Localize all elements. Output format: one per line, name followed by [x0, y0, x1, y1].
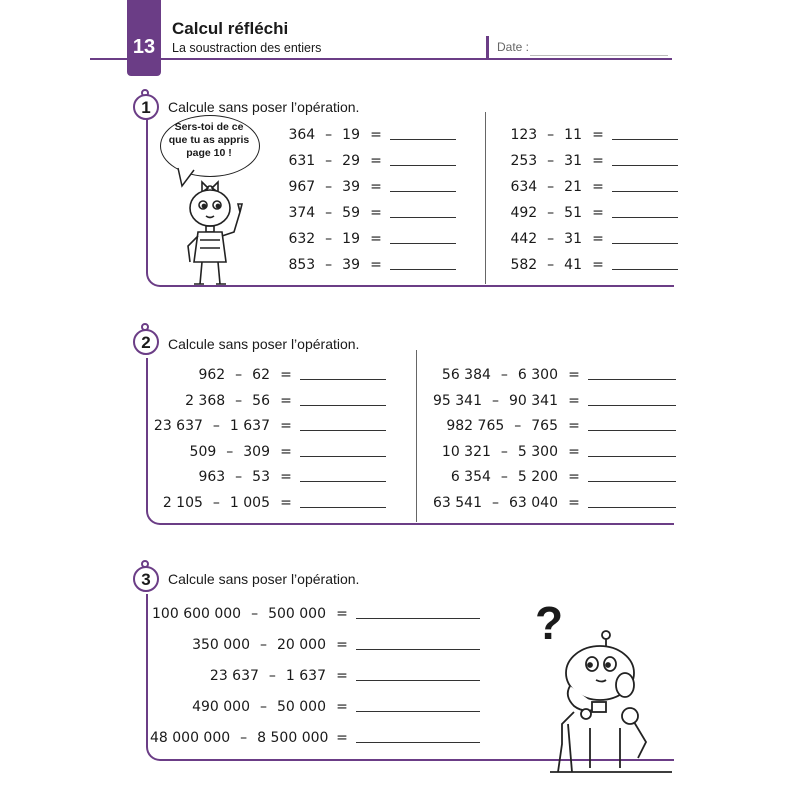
subtraction-expression [150, 444, 270, 460]
answer-blank[interactable] [356, 741, 480, 743]
equals-sign: = [370, 179, 382, 195]
subtraction-expression [420, 495, 558, 511]
minuend: 100 600 000 [152, 606, 242, 622]
bubble-line: que tu as appris [168, 134, 250, 146]
subtraction-expression [492, 257, 582, 273]
equals-sign: = [336, 699, 348, 715]
answer-blank[interactable] [300, 455, 386, 457]
minuend: 509 [189, 443, 217, 460]
subtraction-row [492, 153, 678, 169]
subtraction-row [420, 418, 676, 434]
answer-blank[interactable] [390, 268, 456, 270]
subtraction-row [270, 179, 456, 195]
subtraction-row [150, 637, 480, 653]
subtraction-row [270, 231, 456, 247]
minuend: 492 [510, 205, 538, 221]
equals-sign: = [568, 418, 580, 434]
minuend: 374 [288, 205, 316, 221]
question-mark: ? [535, 597, 564, 649]
subtraction-row [150, 444, 386, 460]
minus-sign: – [492, 494, 499, 511]
minuend: 48 000 000 [150, 730, 231, 746]
subtraction-expression [420, 393, 558, 409]
equals-sign: = [280, 469, 292, 485]
minus-sign: – [325, 231, 333, 247]
thinking-robot-illustration [530, 628, 672, 773]
subtrahend: 500 000 [268, 606, 326, 622]
subtraction-expression [270, 179, 360, 195]
minuend: 490 000 [192, 699, 250, 715]
minus-sign: – [547, 153, 555, 169]
answer-blank[interactable] [612, 268, 678, 270]
equals-sign: = [280, 392, 292, 409]
subtraction-row [150, 730, 480, 746]
minus-sign: – [547, 179, 555, 195]
equals-sign: = [280, 494, 292, 511]
subtrahend: 1 005 [229, 494, 270, 511]
lesson-number: 13 [132, 36, 156, 58]
minus-sign: – [260, 699, 267, 715]
subtraction-row [150, 495, 386, 511]
subtrahend: 6 300 [517, 367, 558, 383]
minuend: 2 105 [162, 494, 203, 511]
equals-sign: = [592, 205, 604, 221]
minus-sign: – [212, 494, 220, 511]
subtraction-row [150, 606, 480, 622]
answer-blank[interactable] [588, 455, 676, 457]
minus-sign: – [500, 469, 508, 485]
subtraction-expression [492, 127, 582, 143]
subtraction-row [150, 393, 386, 409]
subtrahend: 5 200 [517, 469, 558, 485]
subtraction-expression [150, 393, 270, 409]
answer-blank[interactable] [612, 242, 678, 244]
minuend: 582 [510, 257, 538, 273]
girl-character-illustration [170, 178, 260, 286]
equals-sign: = [370, 257, 382, 273]
answer-blank[interactable] [588, 506, 676, 508]
subtrahend: 21 [564, 179, 582, 195]
subtrahend: 5 300 [517, 443, 558, 460]
equals-sign: = [336, 637, 348, 653]
minuend: 63 541 [433, 494, 482, 511]
subtrahend: 41 [564, 257, 582, 273]
minus-sign: – [500, 443, 508, 460]
subtraction-row [150, 469, 386, 485]
subtrahend: 90 341 [509, 392, 558, 409]
exercise-1-number: 1 [141, 98, 151, 117]
equals-sign: = [370, 153, 382, 169]
answer-blank[interactable] [390, 190, 456, 192]
subtraction-expression [270, 231, 360, 247]
subtraction-expression [492, 179, 582, 195]
subtrahend: 59 [342, 205, 360, 221]
subtraction-expression [150, 606, 326, 622]
equals-sign: = [592, 179, 604, 195]
equals-sign: = [568, 494, 580, 511]
equals-sign: = [280, 418, 292, 434]
equals-sign: = [336, 730, 348, 746]
answer-blank[interactable] [612, 190, 678, 192]
equals-sign: = [370, 231, 382, 247]
answer-blank[interactable] [588, 429, 676, 431]
column-divider [416, 350, 417, 522]
subtraction-row [492, 205, 678, 221]
minus-sign: – [547, 127, 555, 143]
minuend: 967 [288, 179, 316, 195]
minus-sign: – [547, 231, 555, 247]
subtraction-row [420, 495, 676, 511]
subtraction-expression [420, 367, 558, 383]
minuend: 56 384 [441, 367, 491, 383]
subtraction-expression [150, 495, 270, 511]
minus-sign: – [235, 469, 243, 485]
answer-blank[interactable] [390, 138, 456, 140]
page-subtitle: La soustraction des entiers [172, 41, 322, 55]
answer-blank[interactable] [390, 164, 456, 166]
page-title: Calcul réfléchi [172, 19, 289, 38]
equals-sign: = [336, 668, 348, 684]
exercise-1-instruction: Calcule sans poser l’opération. [168, 99, 360, 115]
subtraction-expression [150, 668, 326, 684]
answer-blank[interactable] [300, 429, 386, 431]
minuend: 6 354 [450, 469, 491, 485]
subtraction-expression [270, 127, 360, 143]
minus-sign: – [251, 606, 259, 622]
minus-sign: – [235, 367, 243, 383]
subtrahend: 31 [564, 153, 582, 169]
minus-sign: – [226, 443, 234, 460]
equals-sign: = [592, 231, 604, 247]
minus-sign: – [514, 418, 522, 434]
subtrahend: 19 [342, 127, 360, 143]
subtraction-row [150, 668, 480, 684]
subtraction-row [270, 205, 456, 221]
subtraction-expression [150, 469, 270, 485]
subtraction-expression [420, 444, 558, 460]
minuend: 634 [510, 179, 538, 195]
subtraction-expression [420, 469, 558, 485]
equals-sign: = [592, 127, 604, 143]
exercise-3-number: 3 [141, 570, 151, 589]
minus-sign: – [240, 730, 248, 746]
subtraction-row [420, 393, 676, 409]
subtrahend: 50 000 [277, 699, 326, 715]
minuend: 364 [288, 127, 316, 143]
equals-sign: = [568, 367, 580, 383]
minuend: 631 [288, 153, 316, 169]
answer-blank[interactable] [588, 404, 676, 406]
subtraction-expression [270, 205, 360, 221]
answer-blank[interactable] [588, 480, 676, 482]
subtrahend: 20 000 [277, 637, 326, 653]
subtrahend: 11 [564, 127, 582, 143]
subtrahend: 63 040 [509, 494, 558, 511]
equals-sign: = [280, 443, 292, 460]
subtraction-expression [270, 153, 360, 169]
subtraction-expression [270, 257, 360, 273]
subtraction-row [420, 367, 676, 383]
minus-sign: – [260, 637, 267, 653]
equals-sign: = [592, 257, 604, 273]
equals-sign: = [592, 153, 604, 169]
answer-blank[interactable] [390, 242, 456, 244]
exercise-2-badge [133, 329, 159, 355]
column-divider [485, 112, 486, 284]
date-marker [486, 36, 489, 58]
minuend: 253 [510, 153, 538, 169]
subtraction-expression [150, 637, 326, 653]
subtraction-row [270, 153, 456, 169]
subtraction-row [270, 257, 456, 273]
subtrahend: 309 [243, 443, 270, 460]
answer-blank[interactable] [300, 506, 386, 508]
minuend: 962 [198, 367, 226, 383]
minus-sign: – [500, 367, 508, 383]
minus-sign: – [492, 392, 499, 409]
minuend: 632 [288, 231, 316, 247]
subtrahend: 1 637 [285, 668, 326, 684]
exercise-2-number: 2 [141, 333, 151, 352]
bubble-text [160, 121, 258, 160]
subtrahend: 39 [342, 179, 360, 195]
subtrahend: 31 [564, 231, 582, 247]
subtraction-row [492, 179, 678, 195]
subtraction-expression [420, 418, 558, 434]
equals-sign: = [336, 606, 348, 622]
answer-blank[interactable] [612, 138, 678, 140]
minus-sign: – [547, 205, 555, 221]
subtrahend: 765 [531, 418, 558, 434]
exercise-1-badge [133, 94, 159, 120]
subtrahend: 51 [564, 205, 582, 221]
exercise-3-instruction: Calcule sans poser l’opération. [168, 571, 360, 587]
subtrahend: 19 [342, 231, 360, 247]
date-label: Date : [497, 40, 530, 54]
minuend: 442 [510, 231, 538, 247]
subtrahend: 1 637 [229, 418, 270, 434]
subtrahend: 53 [252, 469, 270, 485]
subtraction-expression [492, 153, 582, 169]
subtraction-expression [150, 730, 329, 746]
subtraction-row [270, 127, 456, 143]
answer-blank[interactable] [588, 378, 676, 380]
answer-blank[interactable] [356, 710, 480, 712]
minuend: 23 637 [153, 418, 203, 434]
subtraction-expression [150, 367, 270, 383]
equals-sign: = [370, 127, 382, 143]
minus-sign: – [268, 668, 276, 684]
minus-sign: – [325, 179, 333, 195]
answer-blank[interactable] [612, 164, 678, 166]
minuend: 95 341 [433, 392, 482, 409]
subtrahend: 8 500 000 [257, 730, 329, 746]
bubble-line: Sers-toi de ce [174, 121, 244, 133]
subtraction-row [150, 367, 386, 383]
date-field[interactable] [530, 55, 668, 56]
minuend: 23 637 [209, 668, 259, 684]
minus-sign: – [235, 392, 243, 409]
exercise-3-badge [133, 566, 159, 592]
minuend: 2 368 [185, 392, 226, 409]
subtrahend: 62 [252, 367, 270, 383]
subtraction-row [492, 127, 678, 143]
answer-blank[interactable] [356, 617, 480, 619]
lesson-number-tab [127, 0, 161, 76]
equals-sign: = [568, 469, 580, 485]
answer-blank[interactable] [356, 679, 480, 681]
subtraction-expression [150, 418, 270, 434]
subtraction-expression [492, 205, 582, 221]
subtraction-row [492, 257, 678, 273]
minuend: 853 [288, 257, 316, 273]
subtraction-expression [150, 699, 326, 715]
minus-sign: – [212, 418, 220, 434]
bubble-line: page 10 ! [186, 147, 232, 159]
subtrahend: 29 [342, 153, 360, 169]
minus-sign: – [325, 127, 333, 143]
subtraction-row [420, 469, 676, 485]
minus-sign: – [547, 257, 555, 273]
minuend: 982 765 [446, 418, 505, 434]
answer-blank[interactable] [300, 480, 386, 482]
answer-blank[interactable] [612, 216, 678, 218]
subtrahend: 56 [252, 392, 270, 409]
answer-blank[interactable] [356, 648, 480, 650]
subtraction-row [150, 699, 480, 715]
minus-sign: – [325, 153, 333, 169]
minus-sign: – [325, 257, 333, 273]
equals-sign: = [280, 367, 292, 383]
answer-blank[interactable] [390, 216, 456, 218]
answer-blank[interactable] [300, 378, 386, 380]
minus-sign: – [325, 205, 333, 221]
subtraction-row [150, 418, 386, 434]
subtraction-row [492, 231, 678, 247]
minuend: 123 [510, 127, 538, 143]
exercise-2-instruction: Calcule sans poser l’opération. [168, 336, 360, 352]
minuend: 350 000 [192, 637, 250, 653]
subtraction-row [420, 444, 676, 460]
subtrahend: 39 [342, 257, 360, 273]
answer-blank[interactable] [300, 404, 386, 406]
minuend: 10 321 [441, 443, 491, 460]
subtraction-expression [492, 231, 582, 247]
header-rule [90, 58, 672, 60]
minuend: 963 [198, 469, 226, 485]
equals-sign: = [568, 443, 580, 460]
equals-sign: = [568, 392, 580, 409]
equals-sign: = [370, 205, 382, 221]
